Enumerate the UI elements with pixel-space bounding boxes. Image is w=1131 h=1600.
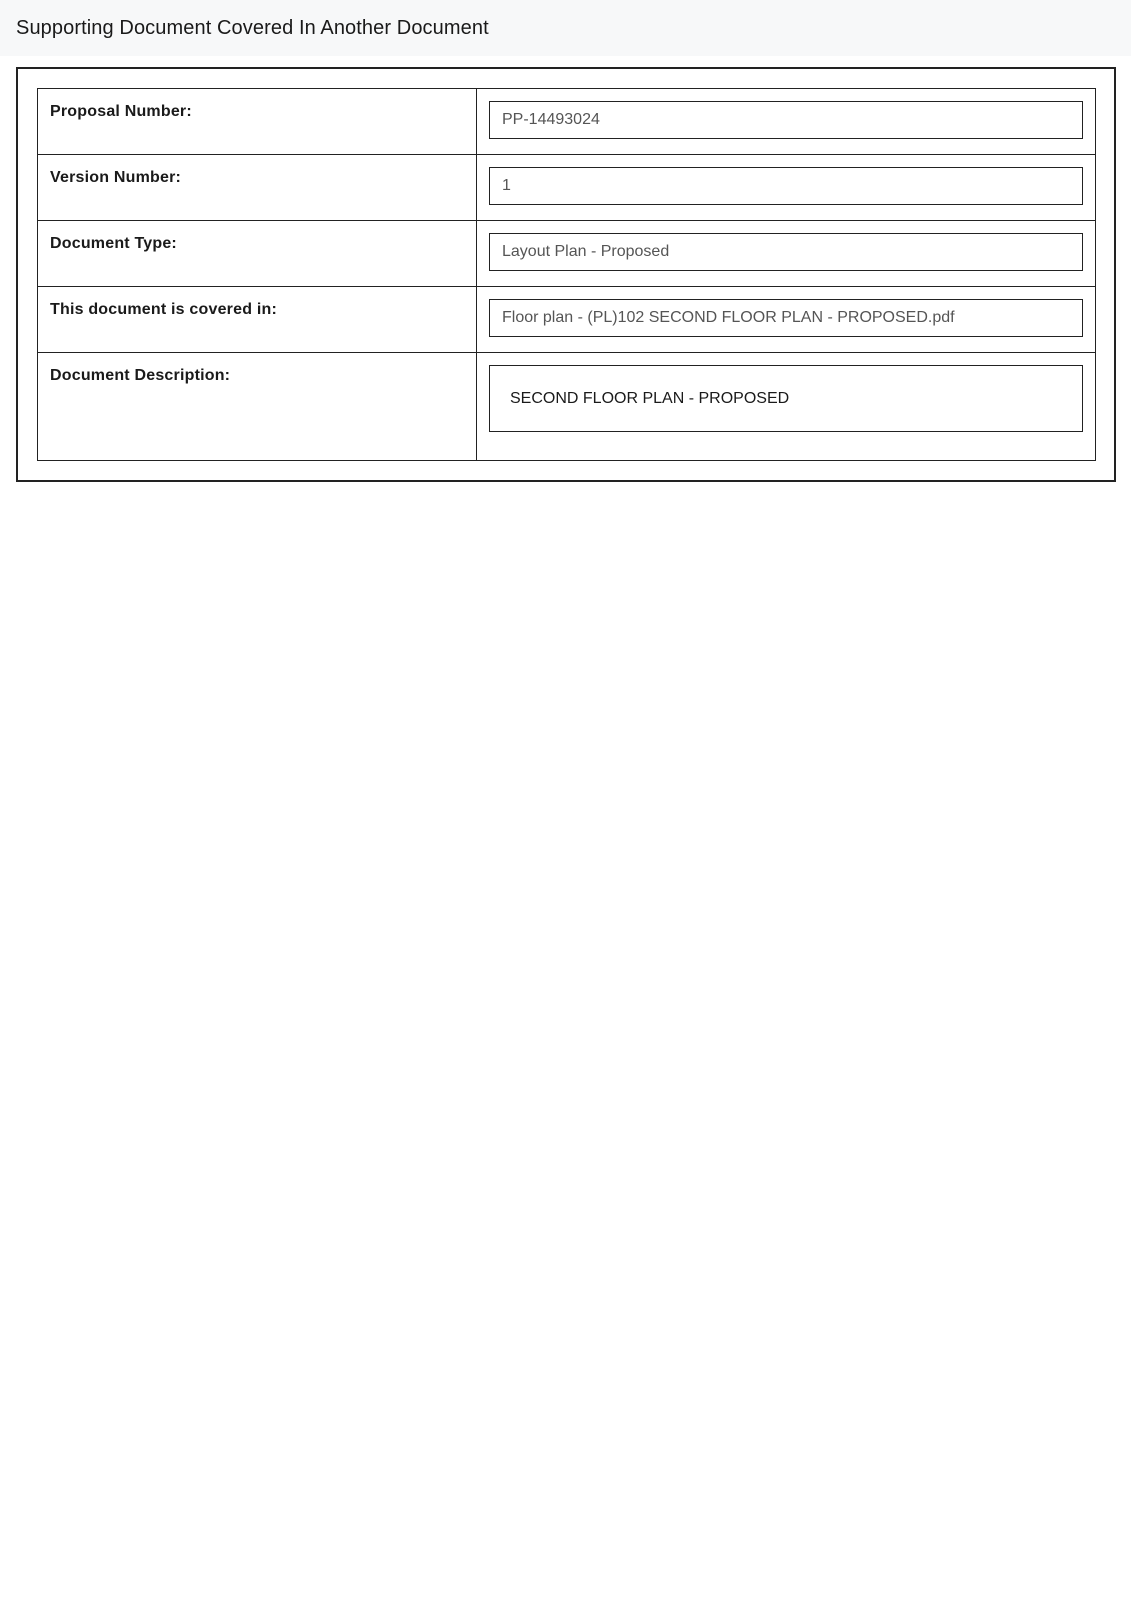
- table-row: [38, 89, 1096, 155]
- proposal-number-label: Proposal Number:: [50, 103, 192, 120]
- proposal-number-field[interactable]: PP-14493024: [489, 101, 1083, 139]
- table-row: [38, 155, 1096, 221]
- label-cell: [38, 287, 477, 353]
- table-row: [38, 287, 1096, 353]
- value-cell: [477, 287, 1096, 353]
- covered-in-field[interactable]: Floor plan - (PL)102 SECOND FLOOR PLAN - PROPOSED.pdf: [489, 299, 1083, 337]
- label-cell: [38, 89, 477, 155]
- value-cell: [477, 221, 1096, 287]
- covered-in-label: This document is covered in:: [50, 301, 277, 318]
- table-row: [38, 221, 1096, 287]
- page-title: Supporting Document Covered In Another Document: [16, 16, 489, 39]
- page-header: [0, 0, 1131, 56]
- value-cell: [477, 89, 1096, 155]
- version-number-label: Version Number:: [50, 169, 182, 186]
- table-row: [38, 353, 1096, 461]
- value-cell: [477, 155, 1096, 221]
- value-cell: [477, 353, 1096, 461]
- document-description-textarea[interactable]: SECOND FLOOR PLAN - PROPOSED: [489, 365, 1083, 432]
- version-number-field[interactable]: 1: [489, 167, 1083, 205]
- label-cell: [38, 221, 477, 287]
- document-type-field[interactable]: Layout Plan - Proposed: [489, 233, 1083, 271]
- label-cell: [38, 155, 477, 221]
- label-cell: [38, 353, 477, 461]
- document-description-label: Document Description:: [50, 367, 231, 384]
- document-details-table: [37, 88, 1096, 461]
- document-type-label: Document Type:: [50, 235, 177, 252]
